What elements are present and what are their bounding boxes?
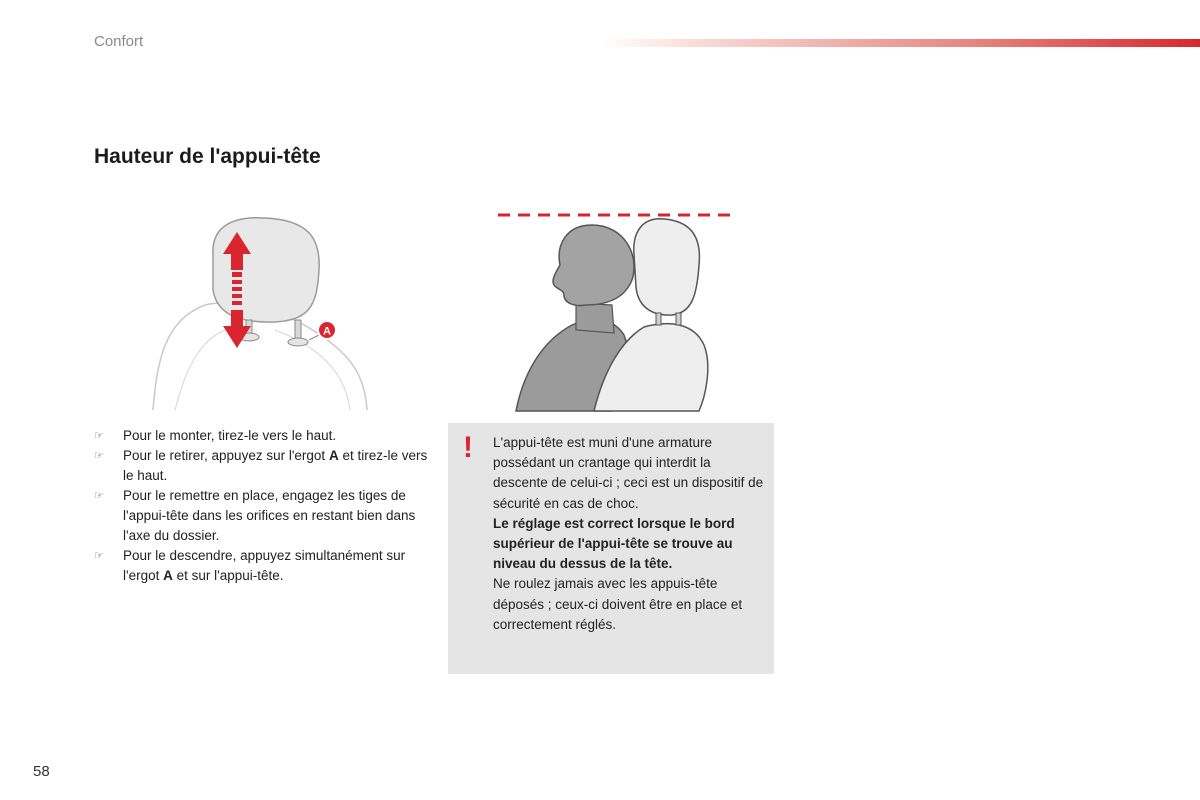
page-number: 58 [33,763,50,780]
step-text-bold: A [163,568,173,583]
correct-height-illustration [494,195,754,415]
warning-closing: Ne roulez jamais avec les appuis-tête déposés ; ceux-ci doivent être en place et correctement réglés. [493,576,743,632]
warning-text [493,433,768,635]
pointing-hand-icon: ☞ [94,550,104,562]
step-text: et tirez-le vers le haut. [123,448,428,483]
list-item [94,486,434,546]
instruction-list [94,426,434,586]
warning-box [448,423,774,674]
step-text: Pour le monter, tirez-le vers le haut. [123,428,337,443]
step-text: Pour le remettre en place, engagez les tiges de l'appui-tête dans les orifices en restant bien dans l'axe du dossier. [123,488,416,543]
warning-emphasis: Le réglage est correct lorsque le bord supérieur de l'appui-tête se trouve au niveau du dessus de la tête. [493,515,735,572]
list-item [94,446,434,486]
section-label: Confort [94,33,144,50]
header-accent-bar [600,39,1200,47]
step-text: Pour le retirer, appuyez sur l'ergot [123,448,329,463]
step-text: Pour le descendre, appuyez simultanément sur l'ergot [123,548,406,583]
list-item [94,426,434,446]
step-text: et sur l'appui-tête. [172,568,284,583]
step-text-bold: A [328,448,339,463]
list-item [94,546,434,586]
page-title: Hauteur de l'appui-tête [94,145,321,168]
pointing-hand-icon: ☞ [94,430,104,442]
headrest-adjust-illustration [145,210,375,415]
button-a-label: A [323,325,331,338]
warning-intro: L'appui-tête est muni d'une armature possédant un crantage qui interdit la descente de celui-ci ; ceci est un dispositif de sécurité en cas de choc. [493,435,764,511]
pointing-hand-icon: ☞ [94,490,104,502]
exclamation-icon: ! [463,431,473,464]
pointing-hand-icon: ☞ [94,450,104,462]
